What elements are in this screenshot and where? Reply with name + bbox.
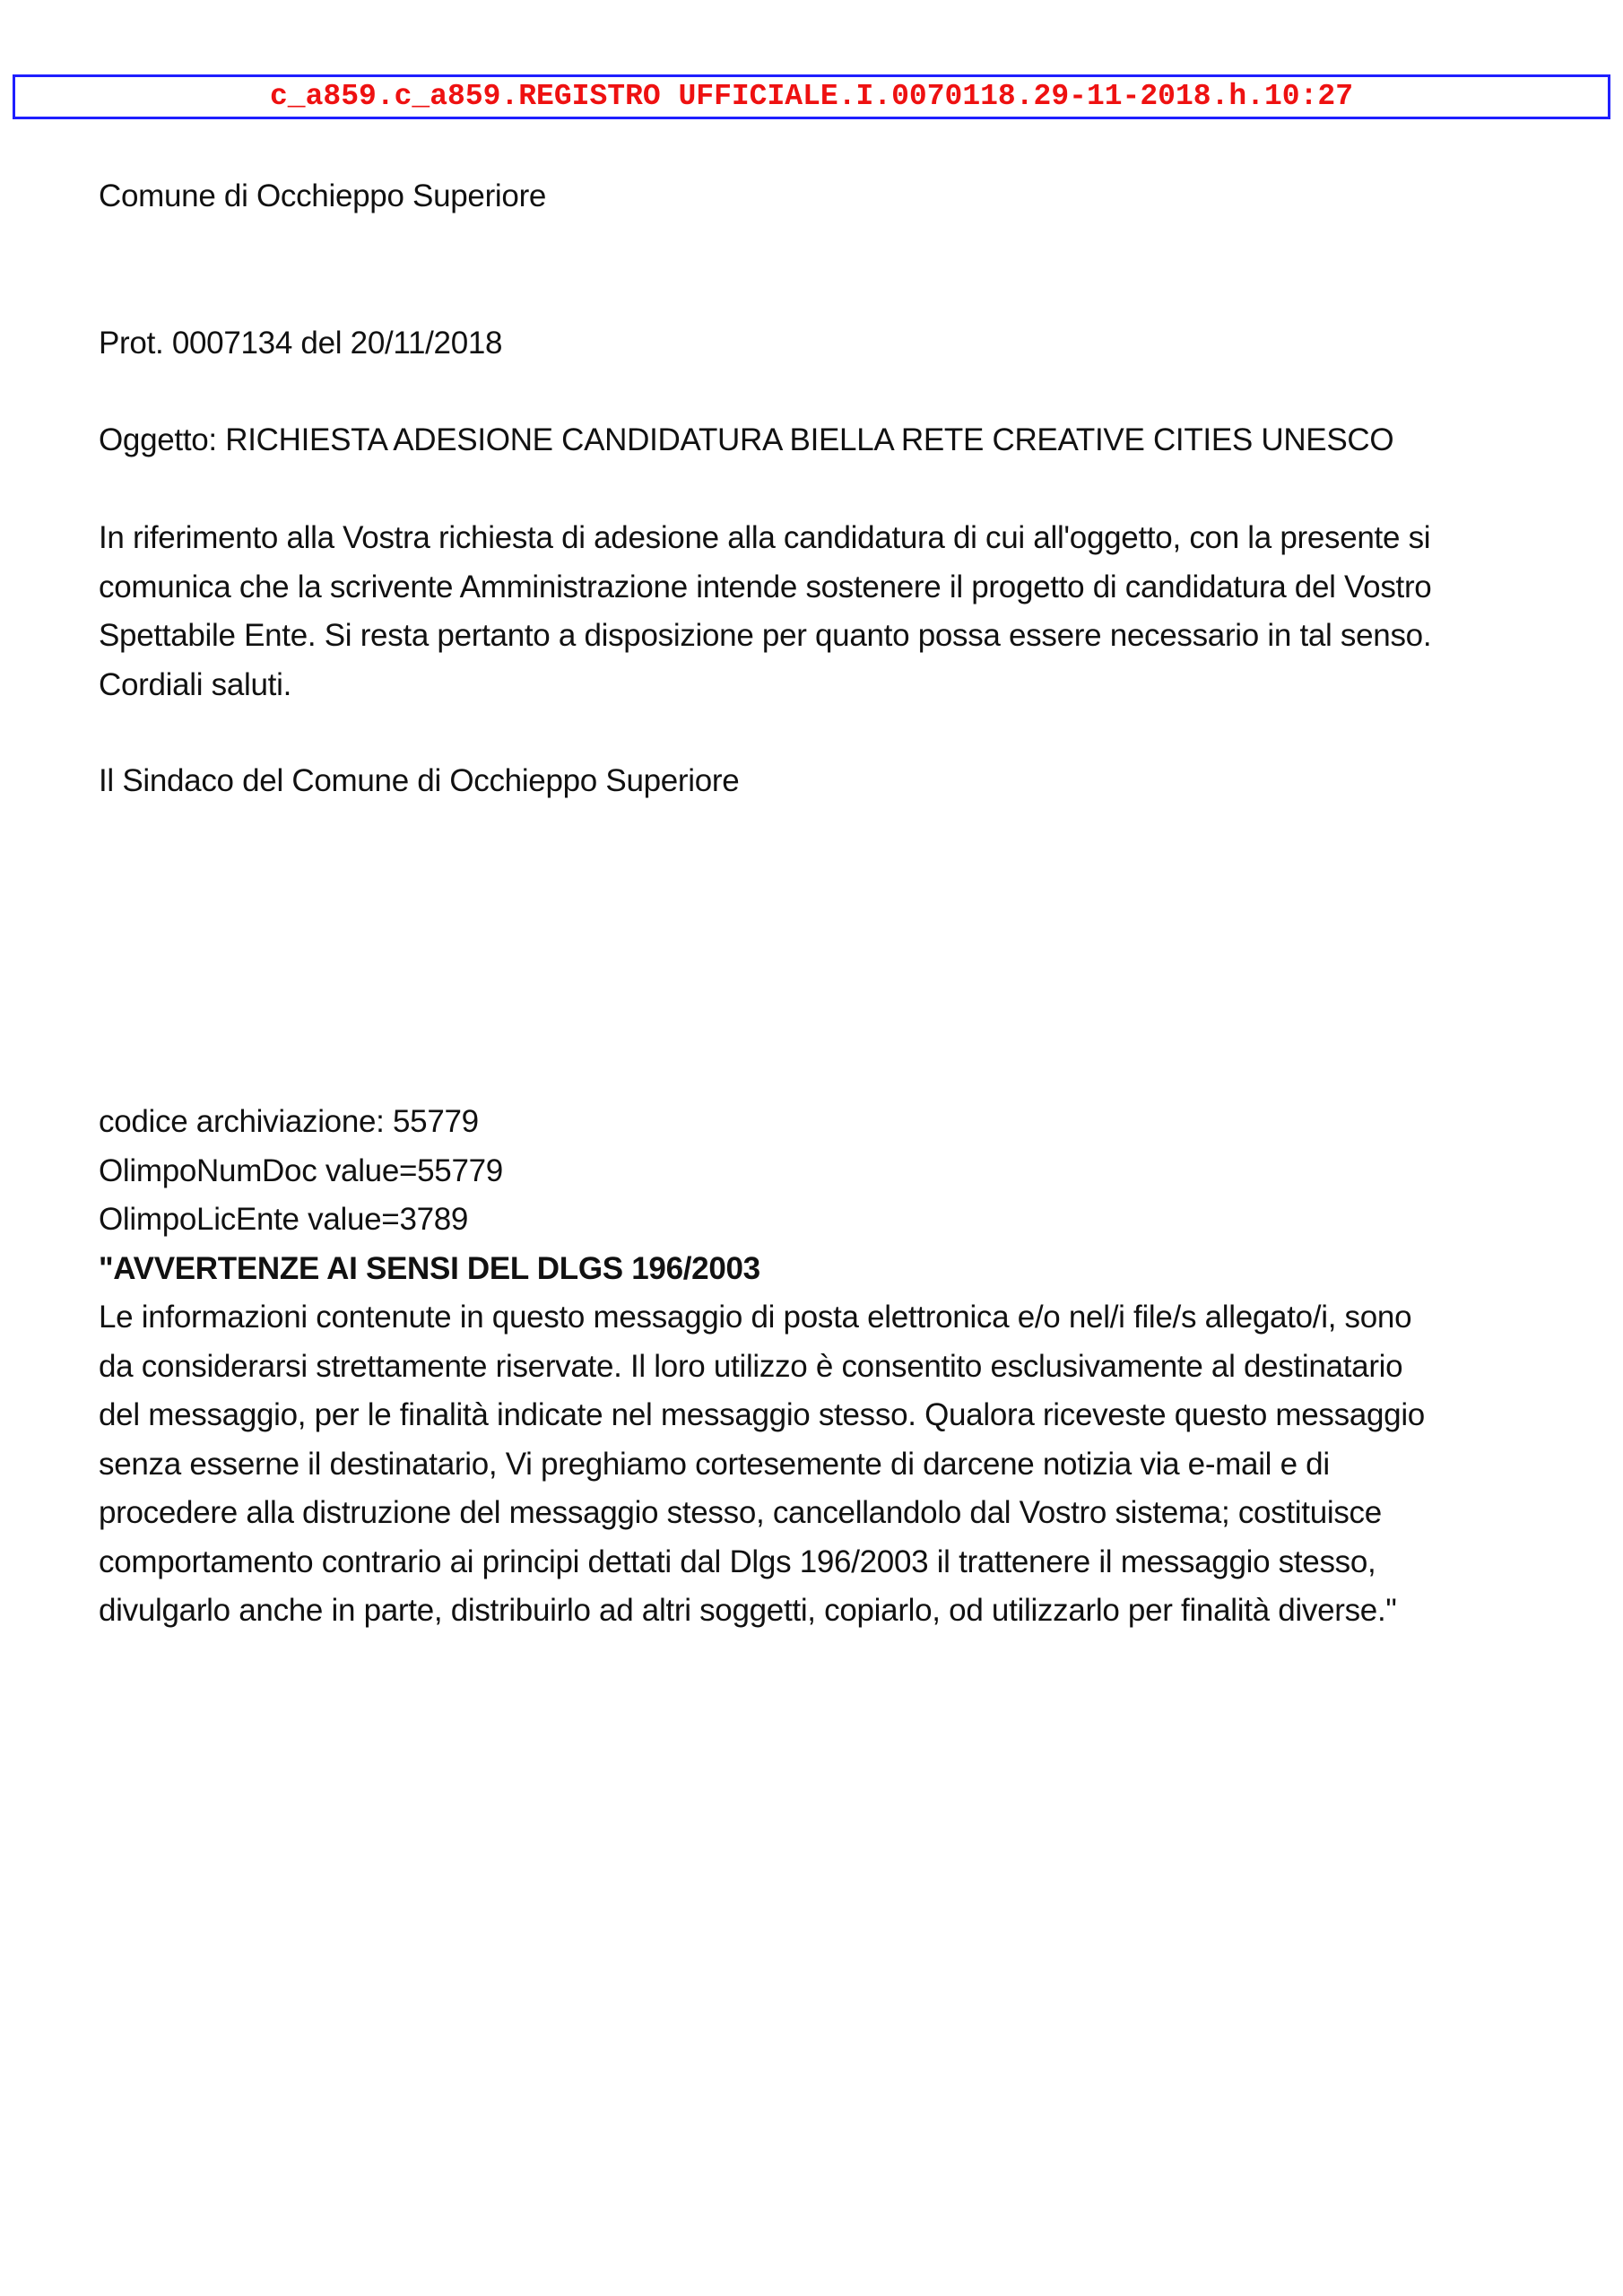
olimpo-lic-ente: OlimpoLicEnte value=3789 <box>99 1202 469 1237</box>
body-line: comunica che la scrivente Amministrazione intende sostenere il progetto di candidatura del Vostro <box>99 569 1432 604</box>
body-line: Spettabile Ente. Si resta pertanto a disposizione per quanto possa essere necessario in tal senso. <box>99 618 1432 653</box>
archive-metadata <box>99 1098 1551 1636</box>
disclaimer-line: da considerarsi strettamente riservate. Il loro utilizzo è consentito esclusivamente al destinatario <box>99 1348 1403 1384</box>
signature: Il Sindaco del Comune di Occhieppo Superiore <box>99 763 740 798</box>
disclaimer-line: comportamento contrario ai principi dettati dal Dlgs 196/2003 il trattenere il messaggio stesso, <box>99 1544 1376 1579</box>
olimpo-num-doc: OlimpoNumDoc value=55779 <box>99 1152 503 1188</box>
sender-name: Comune di Occhieppo Superiore <box>99 178 547 213</box>
disclaimer-line: divulgarlo anche in parte, distribuirlo ad altri soggetti, copiarlo, od utilizzarlo per finalità diverse." <box>99 1593 1397 1628</box>
registry-stamp <box>13 74 1610 119</box>
letter-body <box>99 514 1551 709</box>
disclaimer-line: del messaggio, per le finalità indicate nel messaggio stesso. Qualora riceveste questo messaggio <box>99 1397 1425 1432</box>
body-line: In riferimento alla Vostra richiesta di adesione alla candidatura di cui all'oggetto, con la presente si <box>99 520 1431 555</box>
disclaimer-line: senza esserne il destinatario, Vi preghiamo cortesemente di darcene notizia via e-mail e di <box>99 1446 1330 1482</box>
disclaimer-line: Le informazioni contenute in questo messaggio di posta elettronica e/o nel/i file/s allegato/i, sono <box>99 1300 1412 1335</box>
body-line: Cordiali saluti. <box>99 666 292 702</box>
disclaimer-title: "AVVERTENZE AI SENSI DEL DLGS 196/2003 <box>99 1250 760 1286</box>
archive-code: codice archiviazione: 55779 <box>99 1104 479 1139</box>
registry-stamp-text: c_a859.c_a859.REGISTRO UFFICIALE.I.0070118.29-11-2018.h.10:27 <box>270 80 1353 113</box>
protocol-number: Prot. 0007134 del 20/11/2018 <box>99 326 503 361</box>
disclaimer-line: procedere alla distruzione del messaggio stesso, cancellandolo dal Vostro sistema; costituisce <box>99 1495 1382 1530</box>
subject-line: Oggetto: RICHIESTA ADESIONE CANDIDATURA BIELLA RETE CREATIVE CITIES UNESCO <box>99 422 1394 457</box>
